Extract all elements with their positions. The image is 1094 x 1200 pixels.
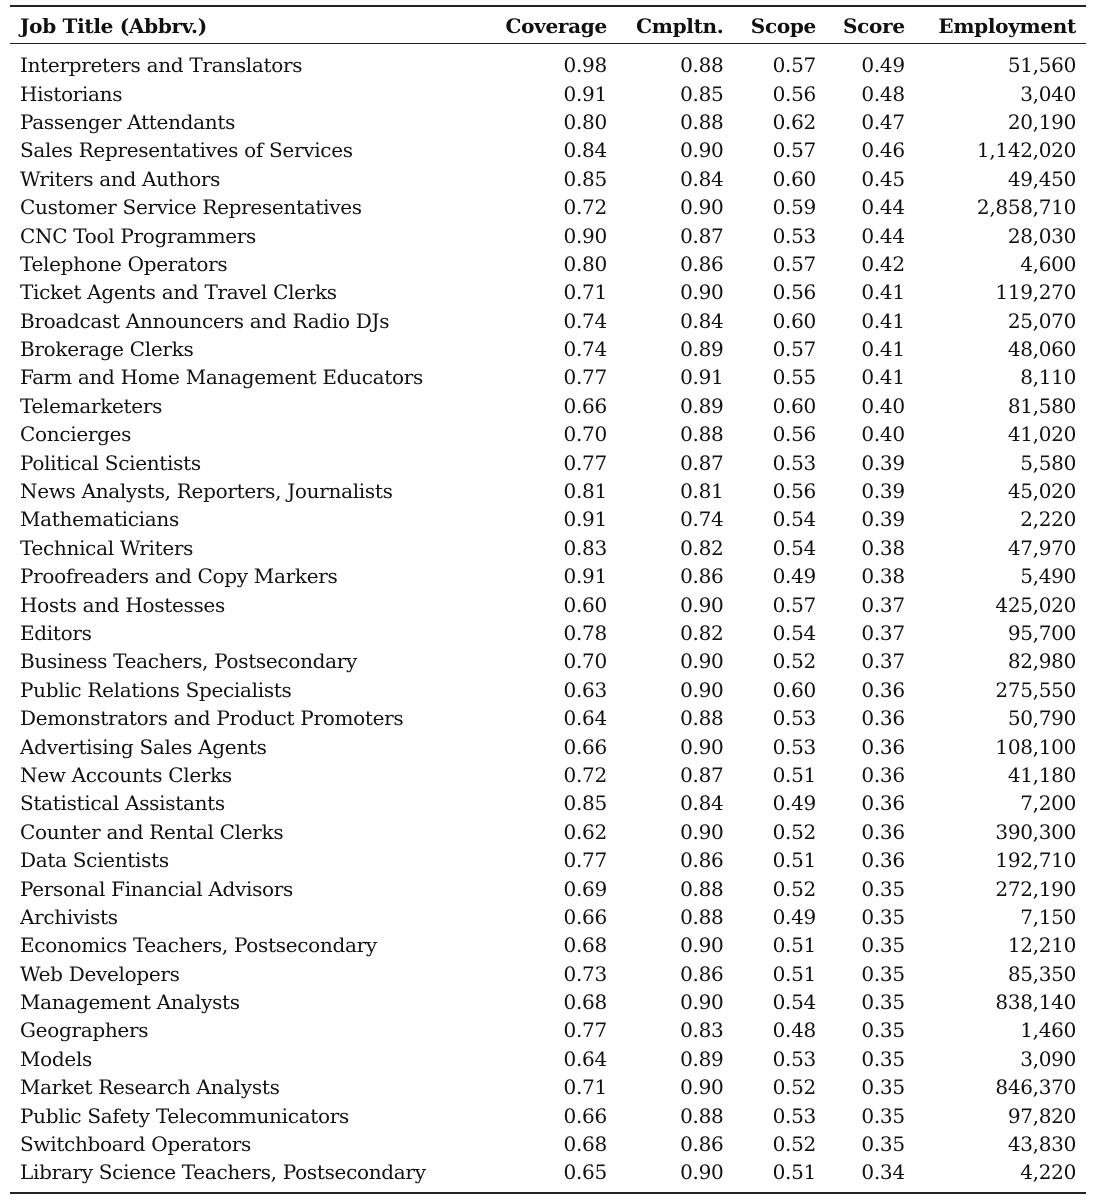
cell-score: 0.35	[861, 1075, 905, 1100]
header-job-title: Job Title (Abbrv.)	[20, 13, 207, 38]
cell-completion: 0.89	[680, 1046, 724, 1071]
cell-score: 0.41	[861, 365, 905, 390]
cell-completion: 0.90	[680, 933, 724, 958]
cell-coverage: 0.77	[563, 450, 607, 475]
cell-scope: 0.53	[772, 734, 816, 759]
cell-scope: 0.60	[772, 393, 816, 418]
cell-employment: 81,580	[1007, 393, 1076, 418]
cell-coverage: 0.70	[563, 649, 607, 674]
cell-completion: 0.88	[680, 422, 724, 447]
cell-employment: 846,370	[995, 1075, 1076, 1100]
cell-score: 0.37	[861, 649, 905, 674]
table-row	[10, 562, 1086, 590]
cell-scope: 0.56	[772, 422, 816, 447]
cell-job-title: Library Science Teachers, Postsecondary	[20, 1160, 426, 1185]
cell-employment: 119,270	[995, 280, 1076, 305]
table-row	[10, 1016, 1086, 1044]
table-row	[10, 1158, 1086, 1186]
cell-scope: 0.52	[772, 876, 816, 901]
cell-completion: 0.88	[680, 876, 724, 901]
cell-employment: 275,550	[995, 677, 1076, 702]
table-row	[10, 931, 1086, 959]
cell-job-title: Broadcast Announcers and Radio DJs	[20, 308, 390, 333]
table-body	[10, 43, 1086, 1187]
cell-completion: 0.90	[680, 195, 724, 220]
cell-coverage: 0.66	[563, 734, 607, 759]
cell-scope: 0.59	[772, 195, 816, 220]
table-row	[10, 335, 1086, 363]
cell-coverage: 0.77	[563, 1018, 607, 1043]
cell-coverage: 0.74	[563, 337, 607, 362]
cell-score: 0.36	[861, 677, 905, 702]
table-row	[10, 43, 1086, 79]
cell-employment: 272,190	[995, 876, 1076, 901]
header-score: Score	[843, 13, 905, 38]
table-row	[10, 732, 1086, 760]
cell-scope: 0.52	[772, 649, 816, 674]
table-row	[10, 874, 1086, 902]
cell-coverage: 0.68	[563, 933, 607, 958]
cell-scope: 0.54	[772, 507, 816, 532]
table-row	[10, 534, 1086, 562]
cell-completion: 0.88	[680, 1103, 724, 1128]
cell-job-title: Interpreters and Translators	[20, 53, 303, 78]
cell-score: 0.34	[861, 1160, 905, 1185]
cell-score: 0.35	[861, 1132, 905, 1157]
cell-completion: 0.88	[680, 904, 724, 929]
cell-completion: 0.89	[680, 337, 724, 362]
cell-employment: 85,350	[1007, 961, 1076, 986]
table-row	[10, 761, 1086, 789]
cell-completion: 0.87	[680, 450, 724, 475]
cell-score: 0.46	[861, 138, 905, 163]
cell-scope: 0.52	[772, 1132, 816, 1157]
cell-score: 0.47	[861, 109, 905, 134]
cell-job-title: Web Developers	[20, 961, 180, 986]
table-row	[10, 136, 1086, 164]
table-row	[10, 79, 1086, 107]
cell-score: 0.36	[861, 791, 905, 816]
cell-employment: 192,710	[995, 848, 1076, 873]
cell-job-title: Switchboard Operators	[20, 1132, 251, 1157]
cell-completion: 0.86	[680, 848, 724, 873]
cell-coverage: 0.60	[563, 592, 607, 617]
cell-job-title: Ticket Agents and Travel Clerks	[20, 280, 337, 305]
table-row	[10, 1130, 1086, 1158]
cell-scope: 0.57	[772, 53, 816, 78]
table-row	[10, 448, 1086, 476]
cell-job-title: Hosts and Hostesses	[20, 592, 225, 617]
cell-job-title: Writers and Authors	[20, 166, 221, 191]
cell-completion: 0.88	[680, 706, 724, 731]
cell-score: 0.35	[861, 1103, 905, 1128]
cell-coverage: 0.80	[563, 251, 607, 276]
cell-employment: 48,060	[1007, 337, 1076, 362]
cell-completion: 0.89	[680, 393, 724, 418]
cell-employment: 108,100	[995, 734, 1076, 759]
table-row	[10, 1073, 1086, 1101]
header-completion: Cmpltn.	[636, 13, 724, 38]
cell-completion: 0.90	[680, 819, 724, 844]
cell-coverage: 0.65	[563, 1160, 607, 1185]
cell-completion: 0.86	[680, 564, 724, 589]
table-row	[10, 250, 1086, 278]
cell-coverage: 0.71	[563, 280, 607, 305]
cell-scope: 0.60	[772, 308, 816, 333]
cell-completion: 0.82	[680, 621, 724, 645]
cell-scope: 0.52	[772, 819, 816, 844]
cell-coverage: 0.66	[563, 1103, 607, 1128]
cell-score: 0.42	[861, 251, 905, 276]
cell-score: 0.35	[861, 1046, 905, 1071]
cell-job-title: Telemarketers	[20, 393, 163, 418]
cell-employment: 3,090	[1020, 1046, 1076, 1071]
cell-employment: 82,980	[1007, 649, 1076, 674]
cell-job-title: Brokerage Clerks	[20, 337, 194, 362]
cell-scope: 0.51	[772, 762, 816, 787]
cell-coverage: 0.68	[563, 990, 607, 1015]
cell-scope: 0.57	[772, 138, 816, 163]
cell-employment: 7,200	[1020, 791, 1076, 816]
job-scores-table	[10, 8, 1086, 1187]
cell-coverage: 0.69	[563, 876, 607, 901]
cell-coverage: 0.63	[563, 677, 607, 702]
table-row	[10, 278, 1086, 306]
cell-employment: 2,858,710	[976, 195, 1076, 220]
table-row	[10, 988, 1086, 1016]
cell-coverage: 0.83	[563, 535, 607, 560]
cell-coverage: 0.78	[563, 621, 607, 645]
cell-job-title: Editors	[20, 621, 92, 645]
cell-completion: 0.90	[680, 280, 724, 305]
table-row	[10, 392, 1086, 420]
cell-job-title: Passenger Attendants	[20, 109, 236, 134]
cell-score: 0.35	[861, 961, 905, 986]
header-row	[10, 8, 1086, 43]
table-row	[10, 193, 1086, 221]
cell-coverage: 0.70	[563, 422, 607, 447]
cell-score: 0.36	[861, 848, 905, 873]
table-row	[10, 221, 1086, 249]
cell-employment: 43,830	[1007, 1132, 1076, 1157]
table-row	[10, 647, 1086, 675]
cell-employment: 28,030	[1007, 223, 1076, 248]
cell-scope: 0.52	[772, 1075, 816, 1100]
cell-job-title: Data Scientists	[20, 848, 169, 873]
top-rule	[10, 5, 1086, 7]
cell-job-title: Historians	[20, 81, 123, 106]
cell-coverage: 0.74	[563, 308, 607, 333]
cell-score: 0.36	[861, 734, 905, 759]
cell-coverage: 0.68	[563, 1132, 607, 1157]
cell-coverage: 0.71	[563, 1075, 607, 1100]
table-row	[10, 165, 1086, 193]
table-row	[10, 619, 1086, 647]
cell-coverage: 0.77	[563, 848, 607, 873]
cell-coverage: 0.84	[563, 138, 607, 163]
cell-completion: 0.82	[680, 535, 724, 560]
table-row	[10, 307, 1086, 335]
cell-employment: 8,110	[1020, 365, 1076, 390]
cell-scope: 0.49	[772, 904, 816, 929]
cell-coverage: 0.81	[563, 479, 607, 504]
cell-employment: 95,700	[1007, 621, 1076, 645]
cell-scope: 0.56	[772, 280, 816, 305]
cell-job-title: Farm and Home Management Educators	[20, 365, 423, 390]
cell-coverage: 0.64	[563, 1046, 607, 1071]
table-row	[10, 1101, 1086, 1129]
cell-employment: 41,180	[1007, 762, 1076, 787]
cell-employment: 41,020	[1007, 422, 1076, 447]
cell-scope: 0.54	[772, 535, 816, 560]
cell-scope: 0.56	[772, 81, 816, 106]
cell-job-title: Customer Service Representatives	[20, 195, 362, 220]
cell-job-title: Public Relations Specialists	[20, 677, 292, 702]
cell-employment: 2,220	[1020, 507, 1076, 532]
cell-scope: 0.51	[772, 961, 816, 986]
cell-job-title: Counter and Rental Clerks	[20, 819, 284, 844]
cell-job-title: Geographers	[20, 1018, 149, 1043]
cell-score: 0.44	[861, 195, 905, 220]
cell-score: 0.38	[861, 535, 905, 560]
cell-completion: 0.84	[680, 791, 724, 816]
cell-job-title: Market Research Analysts	[20, 1075, 280, 1100]
cell-job-title: Mathematicians	[20, 507, 179, 532]
cell-score: 0.40	[861, 422, 905, 447]
cell-score: 0.48	[861, 81, 905, 106]
cell-completion: 0.90	[680, 592, 724, 617]
cell-employment: 1,142,020	[976, 138, 1076, 163]
cell-scope: 0.53	[772, 223, 816, 248]
cell-score: 0.36	[861, 706, 905, 731]
cell-job-title: Technical Writers	[20, 535, 194, 560]
cell-score: 0.36	[861, 762, 905, 787]
table-row	[10, 903, 1086, 931]
cell-job-title: Demonstrators and Product Promoters	[20, 706, 404, 731]
table-row	[10, 818, 1086, 846]
cell-employment: 25,070	[1007, 308, 1076, 333]
table-row	[10, 704, 1086, 732]
cell-employment: 4,600	[1020, 251, 1076, 276]
cell-score: 0.35	[861, 904, 905, 929]
cell-score: 0.41	[861, 280, 905, 305]
cell-coverage: 0.91	[563, 507, 607, 532]
cell-coverage: 0.98	[563, 53, 607, 78]
cell-completion: 0.91	[680, 365, 724, 390]
cell-completion: 0.74	[680, 507, 724, 532]
cell-scope: 0.53	[772, 1046, 816, 1071]
cell-score: 0.40	[861, 393, 905, 418]
cell-scope: 0.49	[772, 791, 816, 816]
cell-completion: 0.83	[680, 1018, 724, 1043]
cell-coverage: 0.91	[563, 564, 607, 589]
table-row	[10, 363, 1086, 391]
cell-completion: 0.85	[680, 81, 724, 106]
cell-coverage: 0.62	[563, 819, 607, 844]
cell-completion: 0.84	[680, 308, 724, 333]
cell-score: 0.35	[861, 933, 905, 958]
cell-employment: 45,020	[1007, 479, 1076, 504]
cell-job-title: Proofreaders and Copy Markers	[20, 564, 338, 589]
cell-employment: 3,040	[1020, 81, 1076, 106]
cell-scope: 0.54	[772, 621, 816, 645]
cell-coverage: 0.77	[563, 365, 607, 390]
cell-completion: 0.90	[680, 677, 724, 702]
cell-scope: 0.54	[772, 990, 816, 1015]
cell-job-title: News Analysts, Reporters, Journalists	[20, 479, 393, 504]
cell-completion: 0.86	[680, 961, 724, 986]
cell-scope: 0.48	[772, 1018, 816, 1043]
cell-score: 0.35	[861, 990, 905, 1015]
cell-job-title: Sales Representatives of Services	[20, 138, 353, 163]
header-coverage: Coverage	[505, 13, 607, 38]
cell-scope: 0.51	[772, 1160, 816, 1185]
table-row	[10, 590, 1086, 618]
cell-job-title: Political Scientists	[20, 450, 201, 475]
cell-scope: 0.62	[772, 109, 816, 134]
cell-employment: 51,560	[1007, 53, 1076, 78]
cell-scope: 0.57	[772, 251, 816, 276]
cell-completion: 0.90	[680, 1075, 724, 1100]
cell-score: 0.39	[861, 507, 905, 532]
cell-completion: 0.87	[680, 223, 724, 248]
cell-score: 0.37	[861, 621, 905, 645]
cell-employment: 47,970	[1007, 535, 1076, 560]
table-row	[10, 846, 1086, 874]
cell-scope: 0.53	[772, 706, 816, 731]
cell-job-title: Management Analysts	[20, 990, 240, 1015]
table-row	[10, 420, 1086, 448]
cell-job-title: Economics Teachers, Postsecondary	[20, 933, 377, 958]
cell-score: 0.41	[861, 337, 905, 362]
cell-score: 0.44	[861, 223, 905, 248]
header-scope: Scope	[750, 13, 816, 38]
cell-coverage: 0.72	[563, 762, 607, 787]
cell-job-title: Telephone Operators	[20, 251, 228, 276]
cell-job-title: CNC Tool Programmers	[20, 223, 257, 248]
cell-coverage: 0.85	[563, 791, 607, 816]
cell-employment: 838,140	[995, 990, 1076, 1015]
cell-scope: 0.53	[772, 450, 816, 475]
cell-completion: 0.87	[680, 762, 724, 787]
cell-coverage: 0.91	[563, 81, 607, 106]
cell-coverage: 0.66	[563, 904, 607, 929]
cell-score: 0.35	[861, 1018, 905, 1043]
cell-completion: 0.86	[680, 1132, 724, 1157]
cell-completion: 0.81	[680, 479, 724, 504]
table-row	[10, 108, 1086, 136]
cell-score: 0.41	[861, 308, 905, 333]
table-row	[10, 1045, 1086, 1073]
cell-completion: 0.88	[680, 109, 724, 134]
cell-employment: 5,580	[1020, 450, 1076, 475]
cell-completion: 0.90	[680, 1160, 724, 1185]
cell-completion: 0.84	[680, 166, 724, 191]
cell-employment: 20,190	[1007, 109, 1076, 134]
cell-employment: 50,790	[1007, 706, 1076, 731]
cell-coverage: 0.90	[563, 223, 607, 248]
bottom-rule	[10, 1192, 1086, 1194]
cell-scope: 0.55	[772, 365, 816, 390]
cell-employment: 1,460	[1020, 1018, 1076, 1043]
cell-job-title: Advertising Sales Agents	[20, 734, 267, 759]
cell-job-title: Personal Financial Advisors	[20, 876, 294, 901]
cell-score: 0.35	[861, 876, 905, 901]
cell-job-title: Concierges	[20, 422, 132, 447]
cell-scope: 0.57	[772, 337, 816, 362]
table-row	[10, 676, 1086, 704]
table-row	[10, 505, 1086, 533]
cell-scope: 0.49	[772, 564, 816, 589]
cell-scope: 0.51	[772, 848, 816, 873]
header-employment: Employment	[938, 13, 1076, 38]
cell-employment: 425,020	[995, 592, 1076, 617]
cell-score: 0.38	[861, 564, 905, 589]
cell-employment: 4,220	[1020, 1160, 1076, 1185]
cell-scope: 0.60	[772, 677, 816, 702]
cell-completion: 0.90	[680, 649, 724, 674]
cell-coverage: 0.85	[563, 166, 607, 191]
cell-coverage: 0.64	[563, 706, 607, 731]
cell-job-title: Archivists	[20, 904, 118, 929]
cell-coverage: 0.80	[563, 109, 607, 134]
cell-job-title: Business Teachers, Postsecondary	[20, 649, 358, 674]
cell-scope: 0.60	[772, 166, 816, 191]
cell-coverage: 0.66	[563, 393, 607, 418]
cell-score: 0.37	[861, 592, 905, 617]
cell-scope: 0.57	[772, 592, 816, 617]
cell-completion: 0.90	[680, 138, 724, 163]
cell-score: 0.36	[861, 819, 905, 844]
cell-coverage: 0.72	[563, 195, 607, 220]
cell-score: 0.45	[861, 166, 905, 191]
cell-job-title: Public Safety Telecommunicators	[20, 1103, 349, 1128]
cell-scope: 0.56	[772, 479, 816, 504]
table-row	[10, 789, 1086, 817]
cell-employment: 5,490	[1020, 564, 1076, 589]
cell-completion: 0.86	[680, 251, 724, 276]
cell-completion: 0.90	[680, 990, 724, 1015]
table-row	[10, 960, 1086, 988]
cell-employment: 7,150	[1020, 904, 1076, 929]
cell-employment: 49,450	[1007, 166, 1076, 191]
cell-employment: 12,210	[1007, 933, 1076, 958]
cell-score: 0.49	[861, 53, 905, 78]
cell-score: 0.39	[861, 450, 905, 475]
cell-scope: 0.51	[772, 933, 816, 958]
cell-employment: 390,300	[995, 819, 1076, 844]
cell-job-title: Statistical Assistants	[20, 791, 225, 816]
cell-job-title: New Accounts Clerks	[20, 762, 232, 787]
cell-completion: 0.90	[680, 734, 724, 759]
table-row	[10, 477, 1086, 505]
cell-scope: 0.53	[772, 1103, 816, 1128]
cell-employment: 97,820	[1007, 1103, 1076, 1128]
cell-completion: 0.88	[680, 53, 724, 78]
cell-coverage: 0.73	[563, 961, 607, 986]
cell-score: 0.39	[861, 479, 905, 504]
cell-job-title: Models	[20, 1046, 93, 1071]
